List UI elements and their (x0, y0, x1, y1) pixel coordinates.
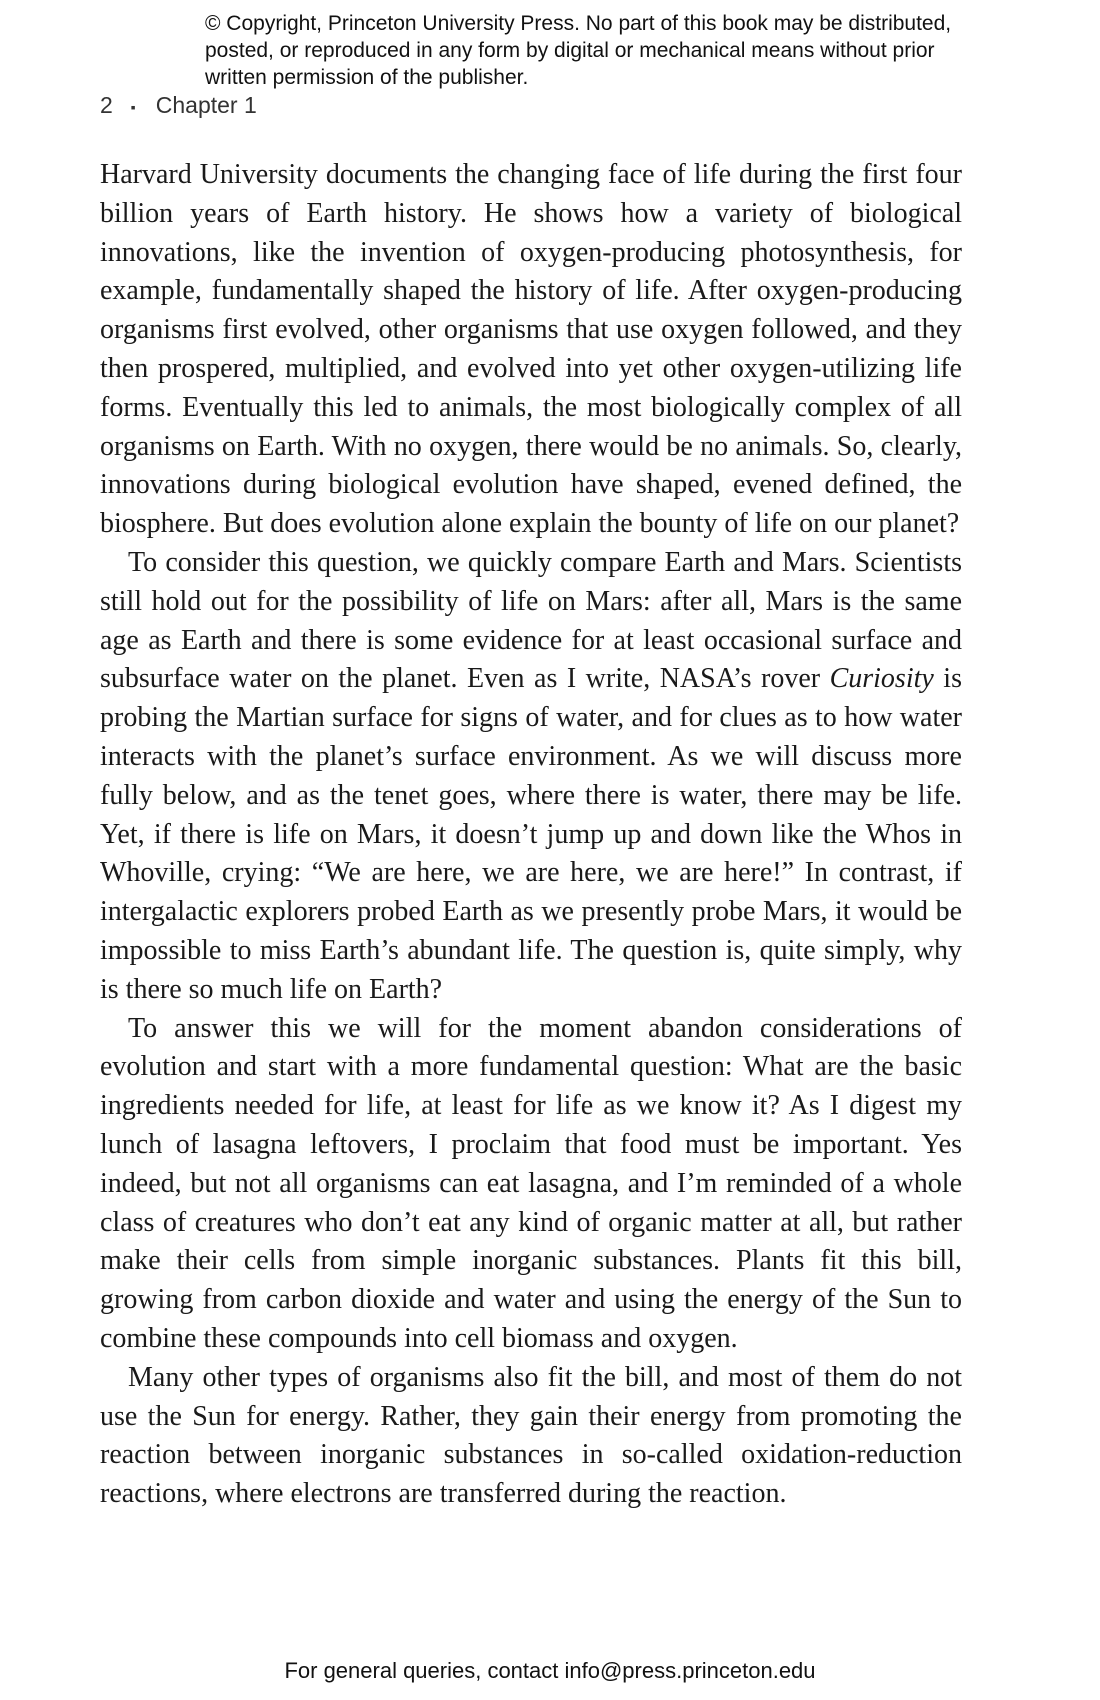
paragraph-2 (100, 544, 962, 1010)
paragraph-2-text-b: is probing the Martian surface for signs of water, and for clues as to how water interacts with the planet’s surface environment. As we will discuss more fully below, and as the tenet goes, where there is water, there may be life. Yet, if there is life on Mars, it doesn’t jump up and down like the Whos in Whoville, crying: “We are here, we are here, we are here!” In contrast, if intergalactic explorers probed Earth as we presently probe Mars, it would be impossible to miss Earth’s abundant life. The question is, quite simply, why is there so much life on Earth? (100, 663, 962, 1005)
paragraph-3: To answer this we will for the moment abandon considerations of evolution and start with a more fundamental question: What are the basic ingredients needed for life, at least for life as we know it? As I digest my lunch of lasagna leftovers, I proclaim that food must be important. Yes indeed, but not all organisms can eat lasagna, and I’m reminded of a whole class of creatures who don’t eat any kind of organic matter at all, but rather make their cells from simple inorganic substances. Plants fit this bill, growing from carbon dioxide and water and using the energy of the Sun to combine these compounds into cell biomass and oxygen. (100, 1012, 962, 1354)
separator-icon: ▪ (130, 98, 136, 115)
rover-name-italic: Curiosity (829, 663, 934, 695)
copyright-notice: © Copyright, Princeton University Press. No part of this book may be distributed, posted, or reproduced in any form by digital or mechanical means without prior written permission of the publisher. (205, 12, 952, 89)
running-head (100, 92, 257, 119)
chapter-label: Chapter 1 (155, 92, 257, 118)
paragraph-1: Harvard University documents the changing face of life during the first four billion years of Earth history. He shows how a variety of biological innovations, like the invention of oxygen-producing photosynthesis, for example, fundamentally shaped the history of life. After oxygen-producing organisms first evolved, other organisms that use oxygen followed, and they then prospered, multiplied, and evolved into yet other oxygen-utilizing life forms. Eventually this led to animals, the most biologically complex of all organisms on Earth. With no oxygen, there would be no animals. So, clearly, innovations during biological evolution have shaped, evened defined, the biosphere. But does evolution alone explain the bounty of life on our planet? (100, 159, 962, 540)
paragraph-4: Many other types of organisms also fit the bill, and most of them do not use the Sun for energy. Rather, they gain their energy from promoting the reaction between inorganic substances in so-called oxidation-reduction reactions, where electrons are transferred during the reaction. (100, 1361, 962, 1510)
body-text (100, 156, 962, 1514)
paragraph-2-text-a: To consider this question, we quickly compare Earth and Mars. Scientists still hold out for the possibility of life on Mars: after all, Mars is the same age as Earth and there is some evidence for at least occasional surface and subsurface water on the planet. Even as I write, NASA’s rover (100, 546, 962, 695)
footer-contact: For general queries, contact info@press.princeton.edu (284, 1658, 816, 1683)
page-number: 2 (100, 92, 113, 118)
